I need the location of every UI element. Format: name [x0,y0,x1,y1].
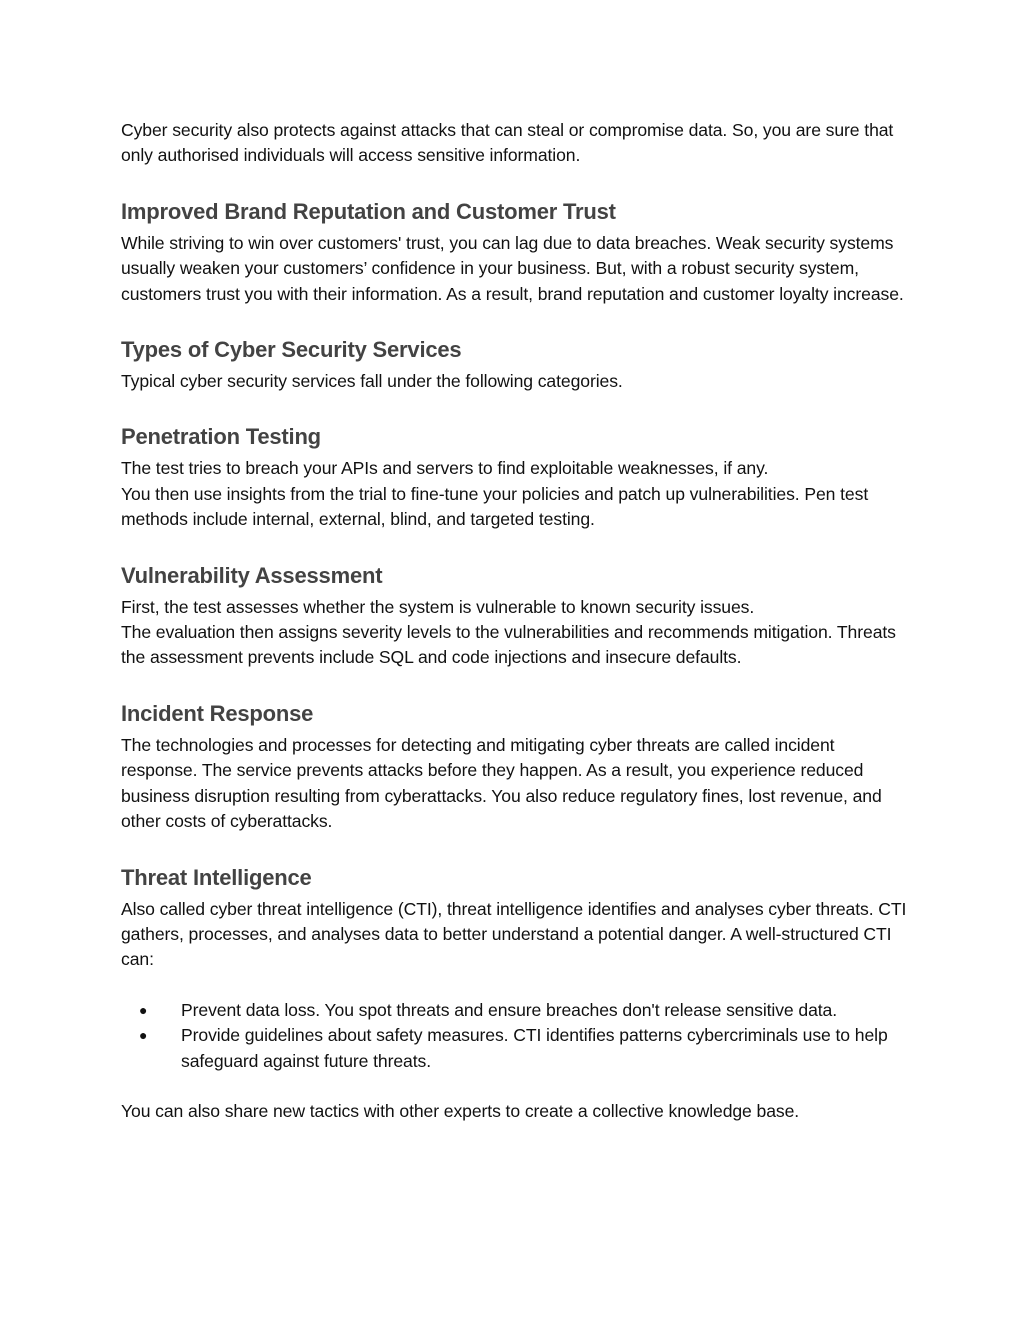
section-penetration-testing [121,422,911,532]
section-paragraph: Typical cyber security services fall under the following categories. [121,371,623,392]
section-paragraph: You then use insights from the trial to fine-tune your policies and patch up vulnerabilities. Pen test methods include internal, external, blind, and targeted testing. [121,483,869,530]
section-heading: Penetration Testing [121,424,321,450]
list-item-text: Provide guidelines about safety measures. CTI identifies patterns cybercriminals use to help safeguard against future threats. [181,1025,888,1071]
section-paragraph: The evaluation then assigns severity levels to the vulnerabilities and recommends mitigation. Threats the assessment prevents include SQL and code injections and insecure defaults. [121,622,896,668]
closing-paragraph: You can also share new tactics with other experts to create a collective knowledge base. [121,1100,800,1121]
section-types-of-services [121,335,911,394]
bullet-icon: ● [139,1027,148,1044]
section-heading: Improved Brand Reputation and Customer Trust [121,198,616,224]
bullet-list [121,998,911,1074]
list-item-text: Prevent data loss. You spot threats and ensure breaches don't release sensitive data. [181,999,838,1020]
section-brand-reputation [121,197,911,307]
section-heading: Threat Intelligence [121,864,312,890]
intro-paragraph: Cyber security also protects against attacks that can steal or compromise data. So, you are sure that only authorised individuals will access sensitive information. [121,120,894,166]
section-paragraph: The technologies and processes for detecting and mitigating cyber threats are called incident response. The service prevents attacks before they happen. As a result, you experience reduced business disruption resulting from cyberattacks. You also reduce regulatory fines, lost revenue, and other costs of cyberattacks. [121,734,882,832]
section-heading: Incident Response [121,700,314,726]
section-paragraph: Also called cyber threat intelligence (CTI), threat intelligence identifies and analyses cyber threats. CTI gathers, processes, and analyses data to better understand a potential danger. A well-structured CTI can: [121,898,907,970]
list-item [121,1023,911,1074]
document-page [121,118,911,1124]
section-heading: Types of Cyber Security Services [121,337,462,363]
section-vulnerability-assessment [121,561,911,671]
section-incident-response [121,699,911,835]
section-paragraph: While striving to win over customers' trust, you can lag due to data breaches. Weak security systems usually weaken your customers’ confidence in your business. But, with a robust security system, customers trust you with their information. As a result, brand reputation and customer loyalty increase. [121,232,904,304]
section-paragraph: The test tries to breach your APIs and servers to find exploitable weaknesses, if any. [121,458,769,479]
section-threat-intelligence [121,863,911,1125]
list-item [121,998,911,1023]
section-paragraph: First, the test assesses whether the system is vulnerable to known security issues. [121,596,755,617]
bullet-icon: ● [139,1001,148,1018]
section-heading: Vulnerability Assessment [121,562,383,588]
